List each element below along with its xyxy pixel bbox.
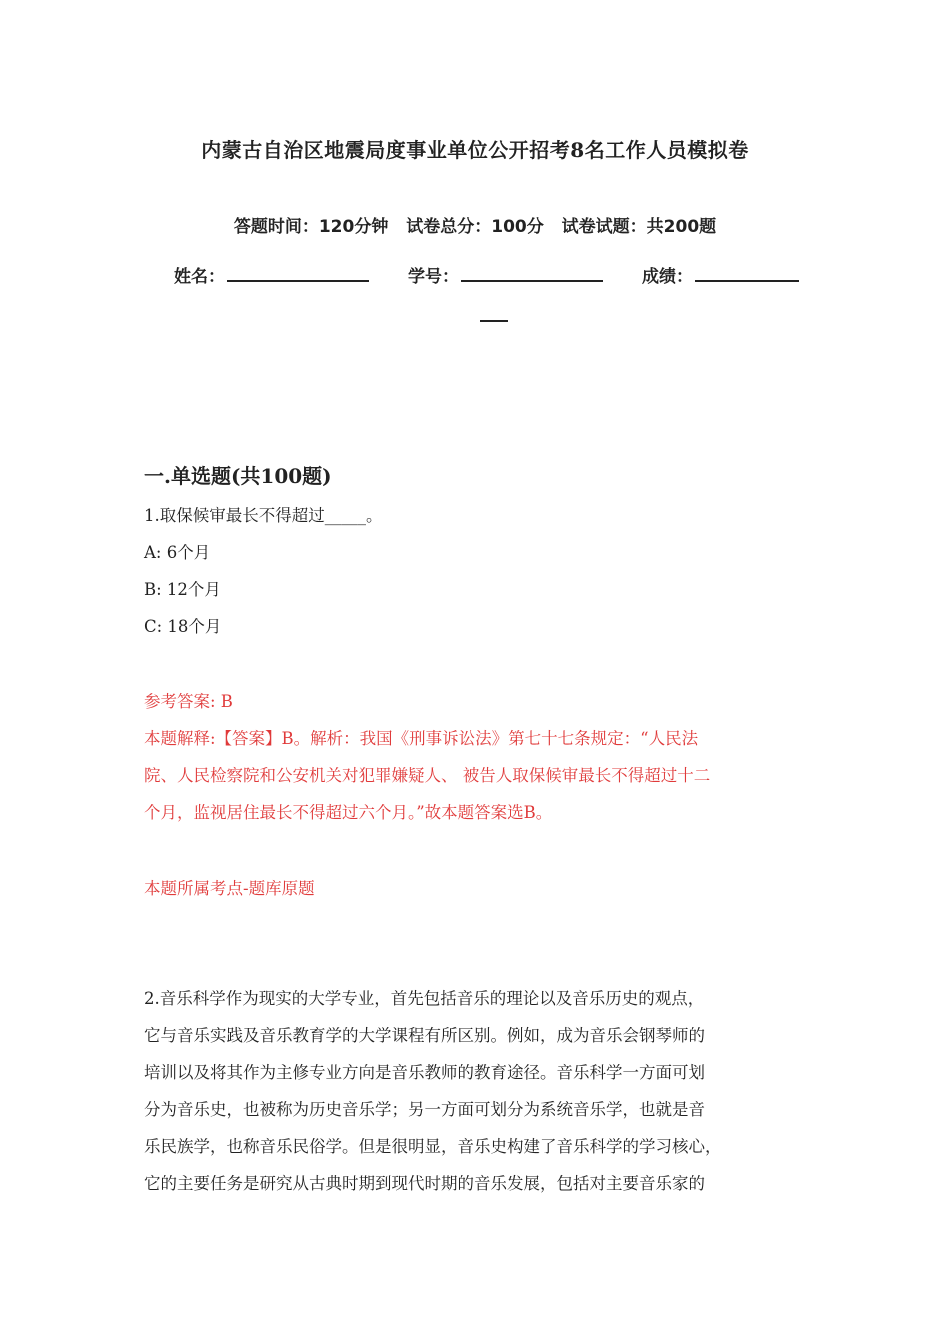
q1-stem: 1.取保候审最长不得超过_____。 <box>144 506 383 525</box>
exam-meta <box>0 212 950 237</box>
score-field <box>642 262 799 287</box>
id-blank[interactable] <box>461 266 603 282</box>
q2-line-1: 2.音乐科学作为现实的大学专业，首先包括音乐的理论以及音乐历史的观点， <box>144 989 705 1008</box>
score-blank-wrap[interactable] <box>480 306 508 322</box>
q1-explanation-line-2: 院、人民检察院和公安机关对犯罪嫌疑人、 被告人取保候审最长不得超过十二 <box>144 766 711 785</box>
q1-explanation-line-3: 个月，监视居住最长不得超过六个月。”故本题答案选B。 <box>144 803 553 822</box>
name-label: 姓名： <box>174 267 225 287</box>
q1-option-a: A: 6个月 <box>144 543 211 562</box>
q2-line-2: 它与音乐实践及音乐教育学的大学课程有所区别。例如，成为音乐会钢琴师的 <box>144 1026 705 1045</box>
name-blank[interactable] <box>227 266 369 282</box>
q1-option-b: B: 12个月 <box>144 580 221 599</box>
score-blank-continued <box>478 306 508 327</box>
exam-total-score: 试卷总分：100分 <box>406 217 544 237</box>
id-field <box>408 262 603 287</box>
q1-source: 本题所属考点-题库原题 <box>144 879 315 898</box>
q1-answer: 参考答案: B <box>144 692 233 711</box>
q2-line-6: 它的主要任务是研究从古典时期到现代时期的音乐发展，包括对主要音乐家的 <box>144 1174 705 1193</box>
q1-explanation-line-1: 本题解释:【答案】B。解析：我国《刑事诉讼法》第七十七条规定：“人民法 <box>144 729 699 748</box>
score-label: 成绩： <box>642 267 693 287</box>
exam-question-count: 试卷试题：共200题 <box>561 217 717 237</box>
score-blank[interactable] <box>695 266 799 282</box>
q1-option-c: C: 18个月 <box>144 617 222 636</box>
section-title: 一.单选题(共100题) <box>144 464 332 488</box>
q2-line-3: 培训以及将其作为主修专业方向是音乐教师的教育途径。音乐科学一方面可划 <box>144 1063 705 1082</box>
q2-line-4: 分为音乐史，也被称为历史音乐学；另一方面可划分为系统音乐学，也就是音 <box>144 1100 705 1119</box>
id-label: 学号： <box>408 267 459 287</box>
q2-line-5: 乐民族学，也称音乐民俗学。但是很明显，音乐史构建了音乐科学的学习核心， <box>144 1137 722 1156</box>
page-title: 内蒙古自治区地震局度事业单位公开招考8名工作人员模拟卷 <box>201 138 749 162</box>
name-field <box>174 262 369 287</box>
exam-time: 答题时间：120分钟 <box>233 217 389 237</box>
